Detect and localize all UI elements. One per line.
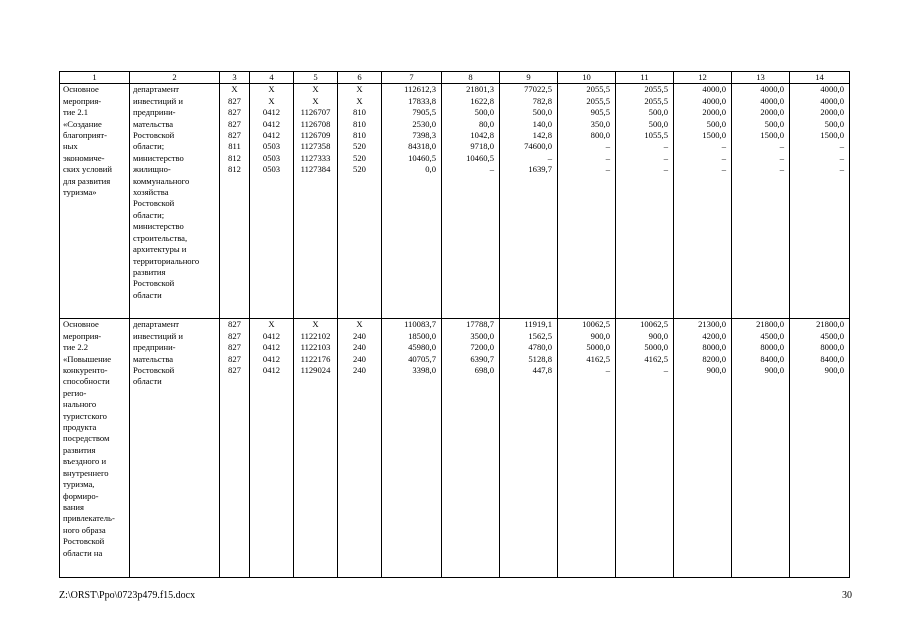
cell-line: 827 [228,95,241,106]
cell-line: 10062,5 [582,319,610,330]
cell-line: 2000,0 [760,107,784,118]
cell-line: предприни- [133,107,176,118]
cell-line: 45980,0 [408,342,436,353]
cell-line: 827 [228,342,241,353]
cell-line: мательства [133,118,174,129]
cell-line: 2055,5 [586,84,610,95]
cell-line: ных [63,141,78,152]
cell-line: вания [63,501,84,512]
cell-line: 4000,0 [702,95,726,106]
cell-line: – [721,164,726,175]
column-number-14: 14 [790,72,850,84]
cell-line: 2055,5 [644,84,668,95]
cell-line: 0412 [262,353,281,364]
cell-line: Х [356,319,363,330]
cell-line: тие 2.1 [63,107,89,118]
cell-line: 2000,0 [820,107,844,118]
cell-line: 8200,0 [702,353,726,364]
cell-line: архитектуры и [133,244,187,255]
cell-measure-name [60,84,130,319]
cell-line: 21801,3 [466,84,494,95]
cell-year-2020 [790,84,850,319]
cell-year-2016 [558,319,616,578]
cell-line: Основное [63,319,99,330]
cell-line: 1129024 [300,365,331,376]
cell-year-2015 [500,319,558,578]
cell-line: мательства [133,353,174,364]
cell-line: предприни- [133,342,176,353]
cell-line: 10460,5 [466,152,494,163]
cell-year-2019 [732,84,790,319]
cell-line: – [839,141,844,152]
cell-line: регио- [63,387,87,398]
cell-line: посредством [63,433,110,444]
cell-year-2014 [442,84,500,319]
cell-line: 500,0 [764,118,784,129]
cell-line: 21800,0 [756,319,784,330]
cell-line: «Повышение [63,353,112,364]
cell-line: 21300,0 [698,319,726,330]
cell-year-2018 [674,319,732,578]
cell-year-2016 [558,84,616,319]
cell-line: 4000,0 [820,95,844,106]
cell-line: 827 [228,107,241,118]
cell-line: конкуренто- [63,365,108,376]
cell-line: 5128,8 [528,353,552,364]
cell-line: 7905,5 [412,107,436,118]
cell-line: хозяйства [133,187,169,198]
cell-year-2017 [616,319,674,578]
cell-line: формиро- [63,490,99,501]
cell-line: Х [312,95,319,106]
cell-line: 905,5 [590,107,610,118]
cell-line: Ростовской [133,198,175,209]
cell-line: – [779,152,784,163]
cell-line: 520 [353,141,366,152]
cell-line: 0412 [262,330,281,341]
cell-line: 240 [353,353,366,364]
cell-line: 17788,7 [466,319,494,330]
cell-line: тие 2.2 [63,342,89,353]
cell-line: для развития [63,175,111,186]
page-number: 30 [842,590,852,601]
cell-line: 2000,0 [702,107,726,118]
cell-line: 8000,0 [820,342,844,353]
cell-line: въездного и [63,456,107,467]
cell-line: – [663,141,668,152]
cell-line: 810 [353,130,366,141]
cell-line: 1055,5 [644,130,668,141]
column-number-4: 4 [250,72,294,84]
cell-line: 500,0 [474,107,494,118]
cell-line: внутреннего [63,467,109,478]
column-number-6: 6 [338,72,382,84]
cell-measure-name [60,319,130,578]
cell-line: 40705,7 [408,353,436,364]
cell-line: 1122102 [300,330,331,341]
column-number-3: 3 [220,72,250,84]
cell-year-2019 [732,319,790,578]
cell-code-csr [294,319,338,578]
cell-line: 110083,7 [404,319,436,330]
column-number-7: 7 [382,72,442,84]
cell-line: 900,0 [764,365,784,376]
cell-code-rzpr [250,319,294,578]
cell-line: 4000,0 [760,84,784,95]
column-number-5: 5 [294,72,338,84]
cell-line: 17833,8 [408,95,436,106]
cell-line: – [663,164,668,175]
cell-line: 7200,0 [470,342,494,353]
cell-line: 827 [228,118,241,129]
cell-line: – [839,164,844,175]
column-number-10: 10 [558,72,616,84]
cell-code-rzpr [250,84,294,319]
cell-line: Х [356,84,363,95]
cell-line: 900,0 [648,330,668,341]
cell-line: 8000,0 [760,342,784,353]
column-number-12: 12 [674,72,732,84]
cell-line: 2530,0 [412,118,436,129]
table-row [60,84,850,319]
cell-line: 9718,0 [470,141,494,152]
column-number-row [60,72,850,84]
cell-total [382,84,442,319]
cell-line: – [489,164,494,175]
cell-line: Х [268,95,275,106]
document-path: Z:\ORST\Ppo\0723p479.f15.docx [59,590,196,601]
cell-line: Ростовской [133,130,175,141]
cell-line: 900,0 [706,365,726,376]
cell-line: туризма, [63,479,95,490]
cell-line: 1639,7 [528,164,552,175]
cell-line: области; [133,141,165,152]
cell-line: 77022,5 [524,84,552,95]
cell-line: – [663,152,668,163]
cell-line: 827 [228,365,241,376]
cell-line: 0503 [262,141,281,152]
cell-line: 4000,0 [820,84,844,95]
cell-line: 900,0 [824,365,844,376]
cell-executor [130,319,220,578]
cell-line: 698,0 [474,365,494,376]
cell-line: 500,0 [824,118,844,129]
cell-line: 84318,0 [408,141,436,152]
cell-line: развития [133,266,166,277]
cell-line: 0412 [262,342,281,353]
cell-line: 1042,8 [470,130,494,141]
cell-line: – [547,152,552,163]
cell-line: 4780,0 [528,342,552,353]
cell-year-2018 [674,84,732,319]
cell-line: Ростовской [133,365,175,376]
cell-line: 5000,0 [644,342,668,353]
cell-line: 0412 [262,130,281,141]
cell-line: 1122176 [300,353,331,364]
cell-line: – [605,152,610,163]
cell-line: 350,0 [590,118,610,129]
column-number-1: 1 [60,72,130,84]
cell-line: инвестиций и [133,330,183,341]
cell-line: туризма» [63,187,97,198]
cell-code-grbs [220,319,250,578]
cell-line: «Создание [63,118,102,129]
cell-line: 1127384 [300,164,331,175]
cell-line: 8400,0 [760,353,784,364]
cell-line: нального [63,399,97,410]
cell-executor [130,84,220,319]
cell-line: 240 [353,342,366,353]
cell-line: 4162,5 [644,353,668,364]
cell-line: 1500,0 [760,130,784,141]
cell-line: – [721,141,726,152]
cell-line: 5000,0 [586,342,610,353]
cell-line: области [133,376,162,387]
cell-code-vr [338,84,382,319]
cell-code-csr [294,84,338,319]
cell-line: 0412 [262,107,281,118]
cell-line: 500,0 [648,107,668,118]
cell-line: строительства, [133,232,188,243]
cell-line: 2055,5 [644,95,668,106]
cell-line: Основное [63,84,99,95]
cell-line: 812 [228,164,241,175]
cell-line: департамент [133,319,180,330]
cell-line: – [605,164,610,175]
cell-line: экономиче- [63,152,105,163]
cell-line: 8400,0 [820,353,844,364]
cell-line: 4200,0 [702,330,726,341]
cell-line: Х [312,84,319,95]
cell-line: 7398,3 [412,130,436,141]
column-number-8: 8 [442,72,500,84]
cell-line: 4000,0 [760,95,784,106]
cell-line: Ростовской [133,278,175,289]
cell-line: – [779,141,784,152]
cell-line: 80,0 [478,118,494,129]
cell-line: 0,0 [425,164,436,175]
cell-line: 500,0 [532,107,552,118]
cell-line: 0412 [262,365,281,376]
cell-line: 900,0 [590,330,610,341]
cell-line: 520 [353,164,366,175]
cell-line: 2055,5 [586,95,610,106]
cell-line: коммунального [133,175,190,186]
cell-code-vr [338,319,382,578]
cell-line: 810 [353,107,366,118]
cell-line: ских условий [63,164,112,175]
cell-line: 827 [228,130,241,141]
cell-line: 74600,0 [524,141,552,152]
table-row [60,319,850,578]
column-number-13: 13 [732,72,790,84]
cell-line: – [779,164,784,175]
cell-line: 810 [353,118,366,129]
cell-line: Х [268,319,275,330]
column-number-2: 2 [130,72,220,84]
column-number-9: 9 [500,72,558,84]
cell-line: 520 [353,152,366,163]
cell-line: 812 [228,152,241,163]
cell-line: туристского [63,410,107,421]
cell-line: продукта [63,422,97,433]
cell-line: 1562,5 [528,330,552,341]
cell-line: Ростовской [63,536,105,547]
cell-line: министерство [133,221,184,232]
cell-line: мероприя- [63,330,102,341]
cell-line: области; [133,209,165,220]
cell-line: 0412 [262,118,281,129]
cell-line: 4500,0 [760,330,784,341]
cell-line: Х [231,84,238,95]
cell-line: департамент [133,84,180,95]
cell-line: 0503 [262,152,281,163]
cell-line: 827 [228,319,241,330]
cell-line: 140,0 [532,118,552,129]
cell-line: – [605,141,610,152]
cell-line: министерство [133,152,184,163]
program-table [59,71,850,578]
cell-line: 1126708 [300,118,331,129]
cell-line: 827 [228,330,241,341]
cell-line: 4162,5 [586,353,610,364]
cell-line: 1126707 [300,107,331,118]
cell-line: 1622,8 [470,95,494,106]
cell-line: 1122103 [300,342,331,353]
cell-line: 811 [228,141,241,152]
cell-line: 3398,0 [412,365,436,376]
cell-line: 10062,5 [640,319,668,330]
cell-line: 782,8 [532,95,552,106]
cell-line: 1127333 [300,152,331,163]
cell-line: привлекатель- [63,513,115,524]
cell-line: – [605,365,610,376]
cell-line: 142,8 [532,130,552,141]
cell-total [382,319,442,578]
cell-line: 240 [353,365,366,376]
cell-line: 112612,3 [404,84,436,95]
cell-line: 500,0 [706,118,726,129]
cell-year-2014 [442,319,500,578]
cell-year-2015 [500,84,558,319]
cell-line: 11919,1 [524,319,552,330]
cell-line: области на [63,547,103,558]
cell-line: способности [63,376,110,387]
cell-line: Х [312,319,319,330]
cell-line: 1126709 [300,130,331,141]
cell-line: Х [268,84,275,95]
cell-line: области [133,289,162,300]
cell-line: 4500,0 [820,330,844,341]
cell-line: ного образа [63,524,106,535]
cell-line: Х [356,95,363,106]
cell-line: территориального [133,255,200,266]
cell-line: 240 [353,330,366,341]
cell-line: развития [63,444,96,455]
cell-line: – [663,365,668,376]
cell-line: 1500,0 [820,130,844,141]
cell-line: 1127358 [300,141,331,152]
cell-line: 1500,0 [702,130,726,141]
cell-line: 21800,0 [816,319,844,330]
cell-code-grbs [220,84,250,319]
cell-line: – [839,152,844,163]
cell-line: 0503 [262,164,281,175]
cell-line: мероприя- [63,95,102,106]
cell-year-2020 [790,319,850,578]
cell-line: 6390,7 [470,353,494,364]
cell-line: 800,0 [590,130,610,141]
cell-line: 10460,5 [408,152,436,163]
cell-year-2017 [616,84,674,319]
cell-line: инвестиций и [133,95,183,106]
cell-line: благоприят- [63,130,107,141]
cell-line: 4000,0 [702,84,726,95]
cell-line: 827 [228,353,241,364]
cell-line: 447,8 [532,365,552,376]
cell-line: жилищно- [133,164,171,175]
cell-line: 18500,0 [408,330,436,341]
cell-line: 8000,0 [702,342,726,353]
cell-line: – [721,152,726,163]
column-number-11: 11 [616,72,674,84]
cell-line: 500,0 [648,118,668,129]
cell-line: 3500,0 [470,330,494,341]
